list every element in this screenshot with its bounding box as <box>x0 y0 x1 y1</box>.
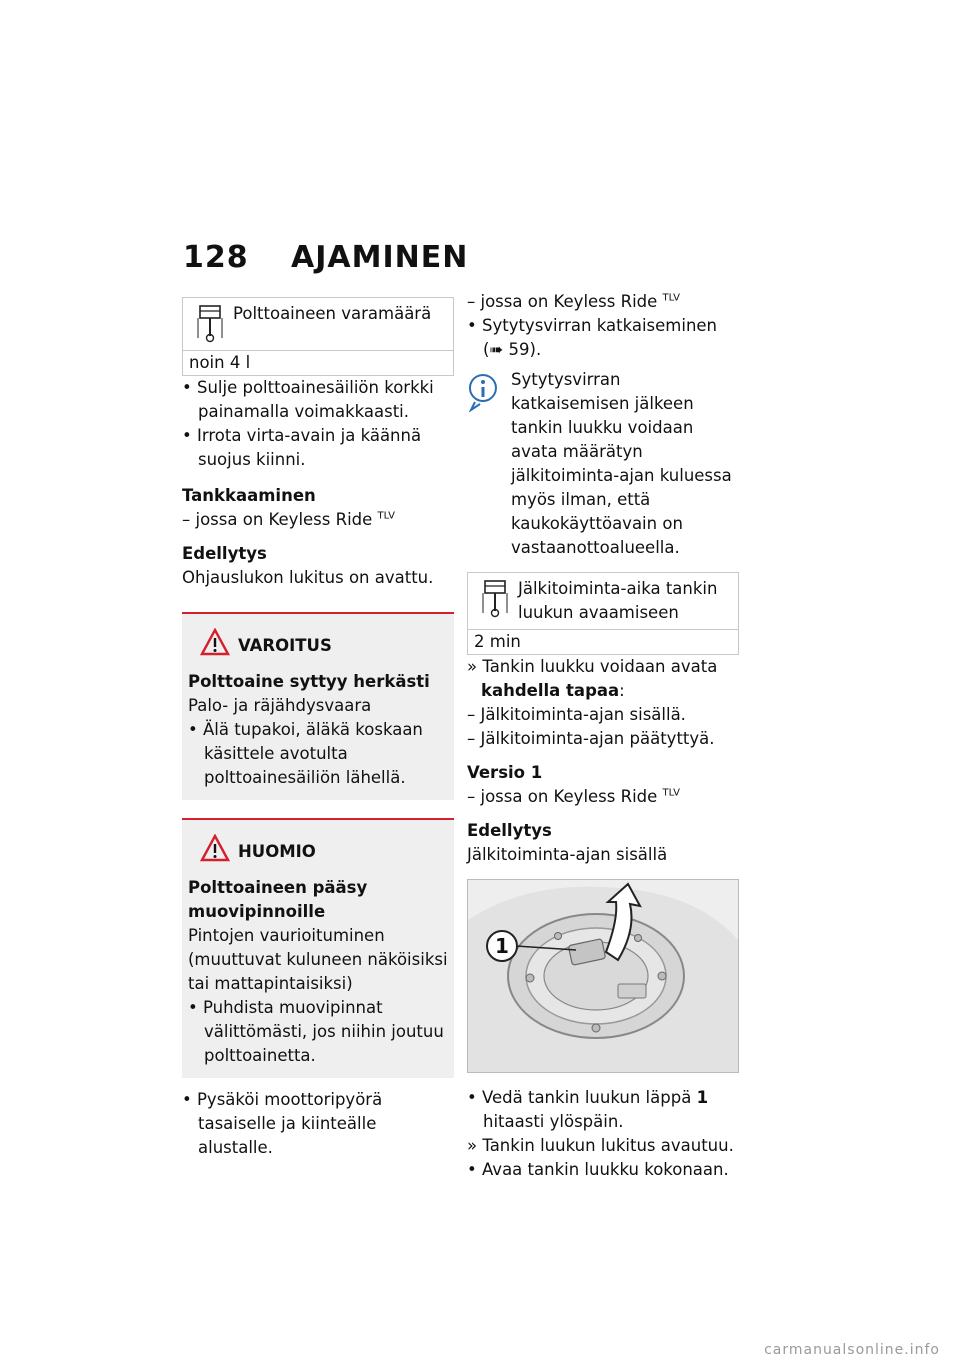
afterrun-time-spec <box>467 572 739 655</box>
info-note <box>467 368 739 560</box>
info-text: Sytytysvirran katkaisemisen jälkeen tankin luukku voidaan avata määrätyn jälkitoiminta-ajan kuluessa myös ilman, että kaukokäyttöavain on vastaanottoalueella. <box>511 370 732 557</box>
list-item: • Vedä tankin luukun läppä 1 hitaasti ylöspäin. <box>467 1088 709 1131</box>
callout-label: 1 <box>495 934 509 958</box>
spec-value: noin 4 l <box>189 353 251 372</box>
warning-subline: Palo- ja räjähdysvaara <box>188 696 372 715</box>
spec-label: Polttoaineen varamäärä <box>233 304 432 323</box>
page-reference[interactable]: 59 <box>508 340 530 359</box>
precondition-heading: Edellytys <box>467 821 552 840</box>
precondition-text: Ohjauslukon lukitus on avattu. <box>182 568 434 587</box>
list-item: – jossa on Keyless Ride $^{TLV}$ <box>467 292 680 311</box>
info-icon <box>467 372 499 412</box>
fuel-cap-illustration <box>467 879 739 1073</box>
result-item: » Tankin luukku voidaan avata kahdella tapaa: <box>467 657 718 700</box>
spec-label: Jälkitoiminta-aika tankin luukun avaamiseen <box>518 579 718 622</box>
footer-bar <box>0 1340 960 1362</box>
precondition-text: Jälkitoiminta-ajan sisällä <box>467 845 668 864</box>
arrow-ref-icon: ➠ <box>489 340 504 359</box>
list-item: • Pysäköi moottoripyörä tasaiselle ja kiinteälle alustalle. <box>182 1090 383 1157</box>
list-item: • Sytytysvirran katkaiseminen (➠ 59). <box>467 316 718 359</box>
warning-label: VAROITUS <box>238 636 332 655</box>
precondition-heading: Edellytys <box>182 544 267 563</box>
version-heading: Versio 1 <box>467 763 543 782</box>
page-number: 128 <box>183 240 249 275</box>
spec-value: 2 min <box>474 632 521 651</box>
page-header <box>183 240 468 275</box>
list-item: • Puhdista muovipinnat välittömästi, jos niihin joutuu polttoainetta. <box>188 998 444 1065</box>
notice-subline: Pintojen vaurioituminen (muuttuvat kuluneen näköisiksi tai mattapintaisiksi) <box>188 926 448 993</box>
notice-triangle-icon <box>200 834 230 862</box>
list-item: – Jälkitoiminta-ajan päätyttyä. <box>467 729 715 748</box>
notice-label: HUOMIO <box>238 842 316 861</box>
notice-box <box>182 818 454 1078</box>
list-item: • Sulje polttoainesäiliön korkki painamalla voimakkaasti. <box>182 378 434 421</box>
fuel-reserve-spec <box>182 297 454 376</box>
refuel-heading: Tankkaaminen <box>182 486 316 505</box>
list-item: • Älä tupakoi, äläkä koskaan käsittele avotulta polttoainesäiliön lähellä. <box>188 720 423 787</box>
left-column <box>182 297 454 1160</box>
warning-triangle-icon <box>200 628 230 656</box>
section-title: AJAMINEN <box>291 240 469 275</box>
piston-icon <box>197 304 223 344</box>
list-item: • Irrota virta-avain ja käännä suojus kiinni. <box>182 426 422 469</box>
result-item: » Tankin luukun lukitus avautuu. <box>467 1136 734 1155</box>
list-item: • Avaa tankin luukku kokonaan. <box>467 1160 729 1179</box>
watermark-text: carmanualsonline.info <box>764 1342 940 1358</box>
warning-box <box>182 612 454 800</box>
piston-icon <box>482 579 508 619</box>
list-item: – Jälkitoiminta-ajan sisällä. <box>467 705 686 724</box>
list-item: – jossa on Keyless Ride $^{TLV}$ <box>182 510 395 529</box>
warning-headline: Polttoaine syttyy herkästi <box>188 672 430 691</box>
notice-headline: Polttoaineen pääsy muovipinnoille <box>188 878 368 921</box>
right-column <box>467 290 739 1182</box>
list-item: – jossa on Keyless Ride $^{TLV}$ <box>467 787 680 806</box>
